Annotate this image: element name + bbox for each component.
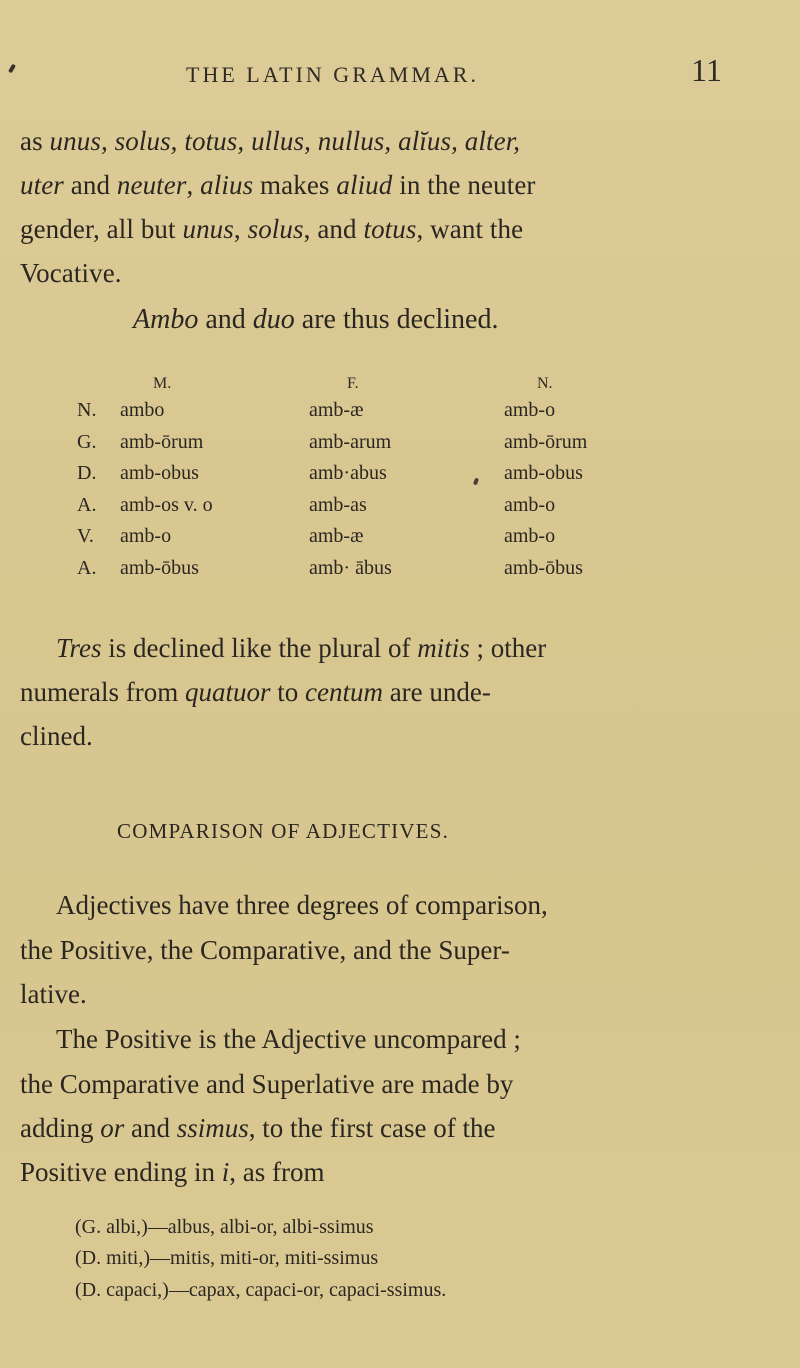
text-run: clined. [20,721,93,751]
case-label: V. [77,525,94,547]
text-run: lative. [20,979,87,1009]
text-run: are unde- [382,677,491,707]
masculine-form: amb-ōbus [120,557,199,579]
intro-line-2 [20,170,536,201]
italic-term: or [100,1113,125,1143]
masculine-form: ambo [120,399,165,421]
case-label: A. [77,557,97,579]
case-label: G. [77,431,97,453]
text-run: Vocative. [20,258,122,288]
comparison-para2-line-3 [20,1113,495,1144]
text-run: the Positive, the Comparative, and the Super- [20,935,510,965]
intro-line-3 [20,214,523,245]
italic-term: mitis [417,633,470,663]
italic-term: Tres [56,633,102,663]
text-run: adding [20,1113,101,1143]
text-run: , to the first case of the [248,1113,496,1143]
text-run: , [233,214,248,244]
text-run: as [20,126,50,156]
comparison-para2-line-4 [20,1157,325,1188]
text-run: and [198,304,253,335]
text-run: is declined like the plural of [101,633,418,663]
text-run: in the neuter [392,170,536,200]
italic-term: i [221,1157,230,1187]
italic-term: duo [252,304,295,335]
tres-line-1 [56,633,546,664]
text-run: the Comparative and Superlative are made by [20,1069,514,1099]
comparison-para1-line-3 [20,979,87,1010]
text-run: , [186,170,201,200]
text-run: , want the [416,214,524,244]
case-label: N. [77,399,97,421]
masculine-form: amb-obus [120,462,199,484]
comparison-para2-line-1 [56,1024,521,1055]
feminine-form: amb-as [309,494,367,516]
text-run: to [270,677,305,707]
case-label: D. [77,462,97,484]
tres-line-3 [20,721,93,752]
text-run: The Positive is the Adjective uncompared ; [56,1024,521,1054]
column-header-masculine: M. [153,375,172,392]
text-run: , and [303,214,364,244]
margin-mark [8,64,16,74]
ink-speck [473,478,479,486]
comparison-para2-line-2 [20,1069,513,1100]
text-run: Positive ending in [20,1157,222,1187]
italic-term: quatuor [184,677,271,707]
neuter-form: amb-ōbus [504,557,583,579]
neuter-form: amb-o [504,525,556,547]
text-run: gender, all but [20,214,183,244]
feminine-form: amb-æ [309,399,364,421]
intro-line-1 [20,126,520,157]
italic-term: neuter [116,170,187,200]
italic-term: unus [182,214,234,244]
feminine-form: amb-æ [309,525,364,547]
italic-term: ssimus [176,1113,249,1143]
example-mitis: (D. miti,)—mitis, miti-or, miti-ssimus [75,1247,379,1269]
example-albus: (G. albi,)—albus, albi-or, albi-ssimus [75,1216,374,1238]
italic-term: totus [363,214,417,244]
text-run: , as from [229,1157,325,1187]
italic-term: solus [247,214,304,244]
neuter-form: amb-o [504,494,556,516]
section-heading: COMPARISON OF ADJECTIVES. [117,819,450,843]
column-header-feminine: F. [347,375,359,392]
feminine-form: amb·abus [309,462,387,484]
masculine-form: amb-o [120,525,172,547]
italic-term: unus, solus, totus, ullus, nullus, alĭus, alter, [49,126,521,156]
declension-table-title [133,304,498,336]
case-label: A. [77,494,97,516]
text-run: numerals from [20,677,185,707]
text-run: and [63,170,117,200]
text-run: are thus declined. [294,304,499,335]
feminine-form: amb-arum [309,431,392,453]
masculine-form: amb-ōrum [120,431,204,453]
italic-term: alius [200,170,254,200]
comparison-para1-line-1 [56,890,548,921]
italic-term: centum [304,677,383,707]
text-run: ; other [469,633,547,663]
comparison-para1-line-2 [20,935,510,966]
text-run: makes [253,170,337,200]
italic-term: uter [20,170,64,200]
page-number: 11 [691,52,722,88]
italic-term: Ambo [133,304,199,335]
text-run: Adjectives have three degrees of comparison, [56,890,548,920]
neuter-form: amb-o [504,399,556,421]
italic-term: aliud [336,170,393,200]
masculine-form: amb-os v. o [120,494,213,516]
neuter-form: amb-ōrum [504,431,588,453]
text-run: and [124,1113,177,1143]
intro-line-4 [20,258,122,289]
running-head: THE LATIN GRAMMAR. [186,62,479,87]
example-capax: (D. capaci,)—capax, capaci-or, capaci-ssimus. [75,1279,447,1301]
tres-line-2 [20,677,491,708]
feminine-form: amb· ābus [309,557,392,579]
neuter-form: amb-obus [504,462,583,484]
column-header-neuter: N. [537,375,553,392]
